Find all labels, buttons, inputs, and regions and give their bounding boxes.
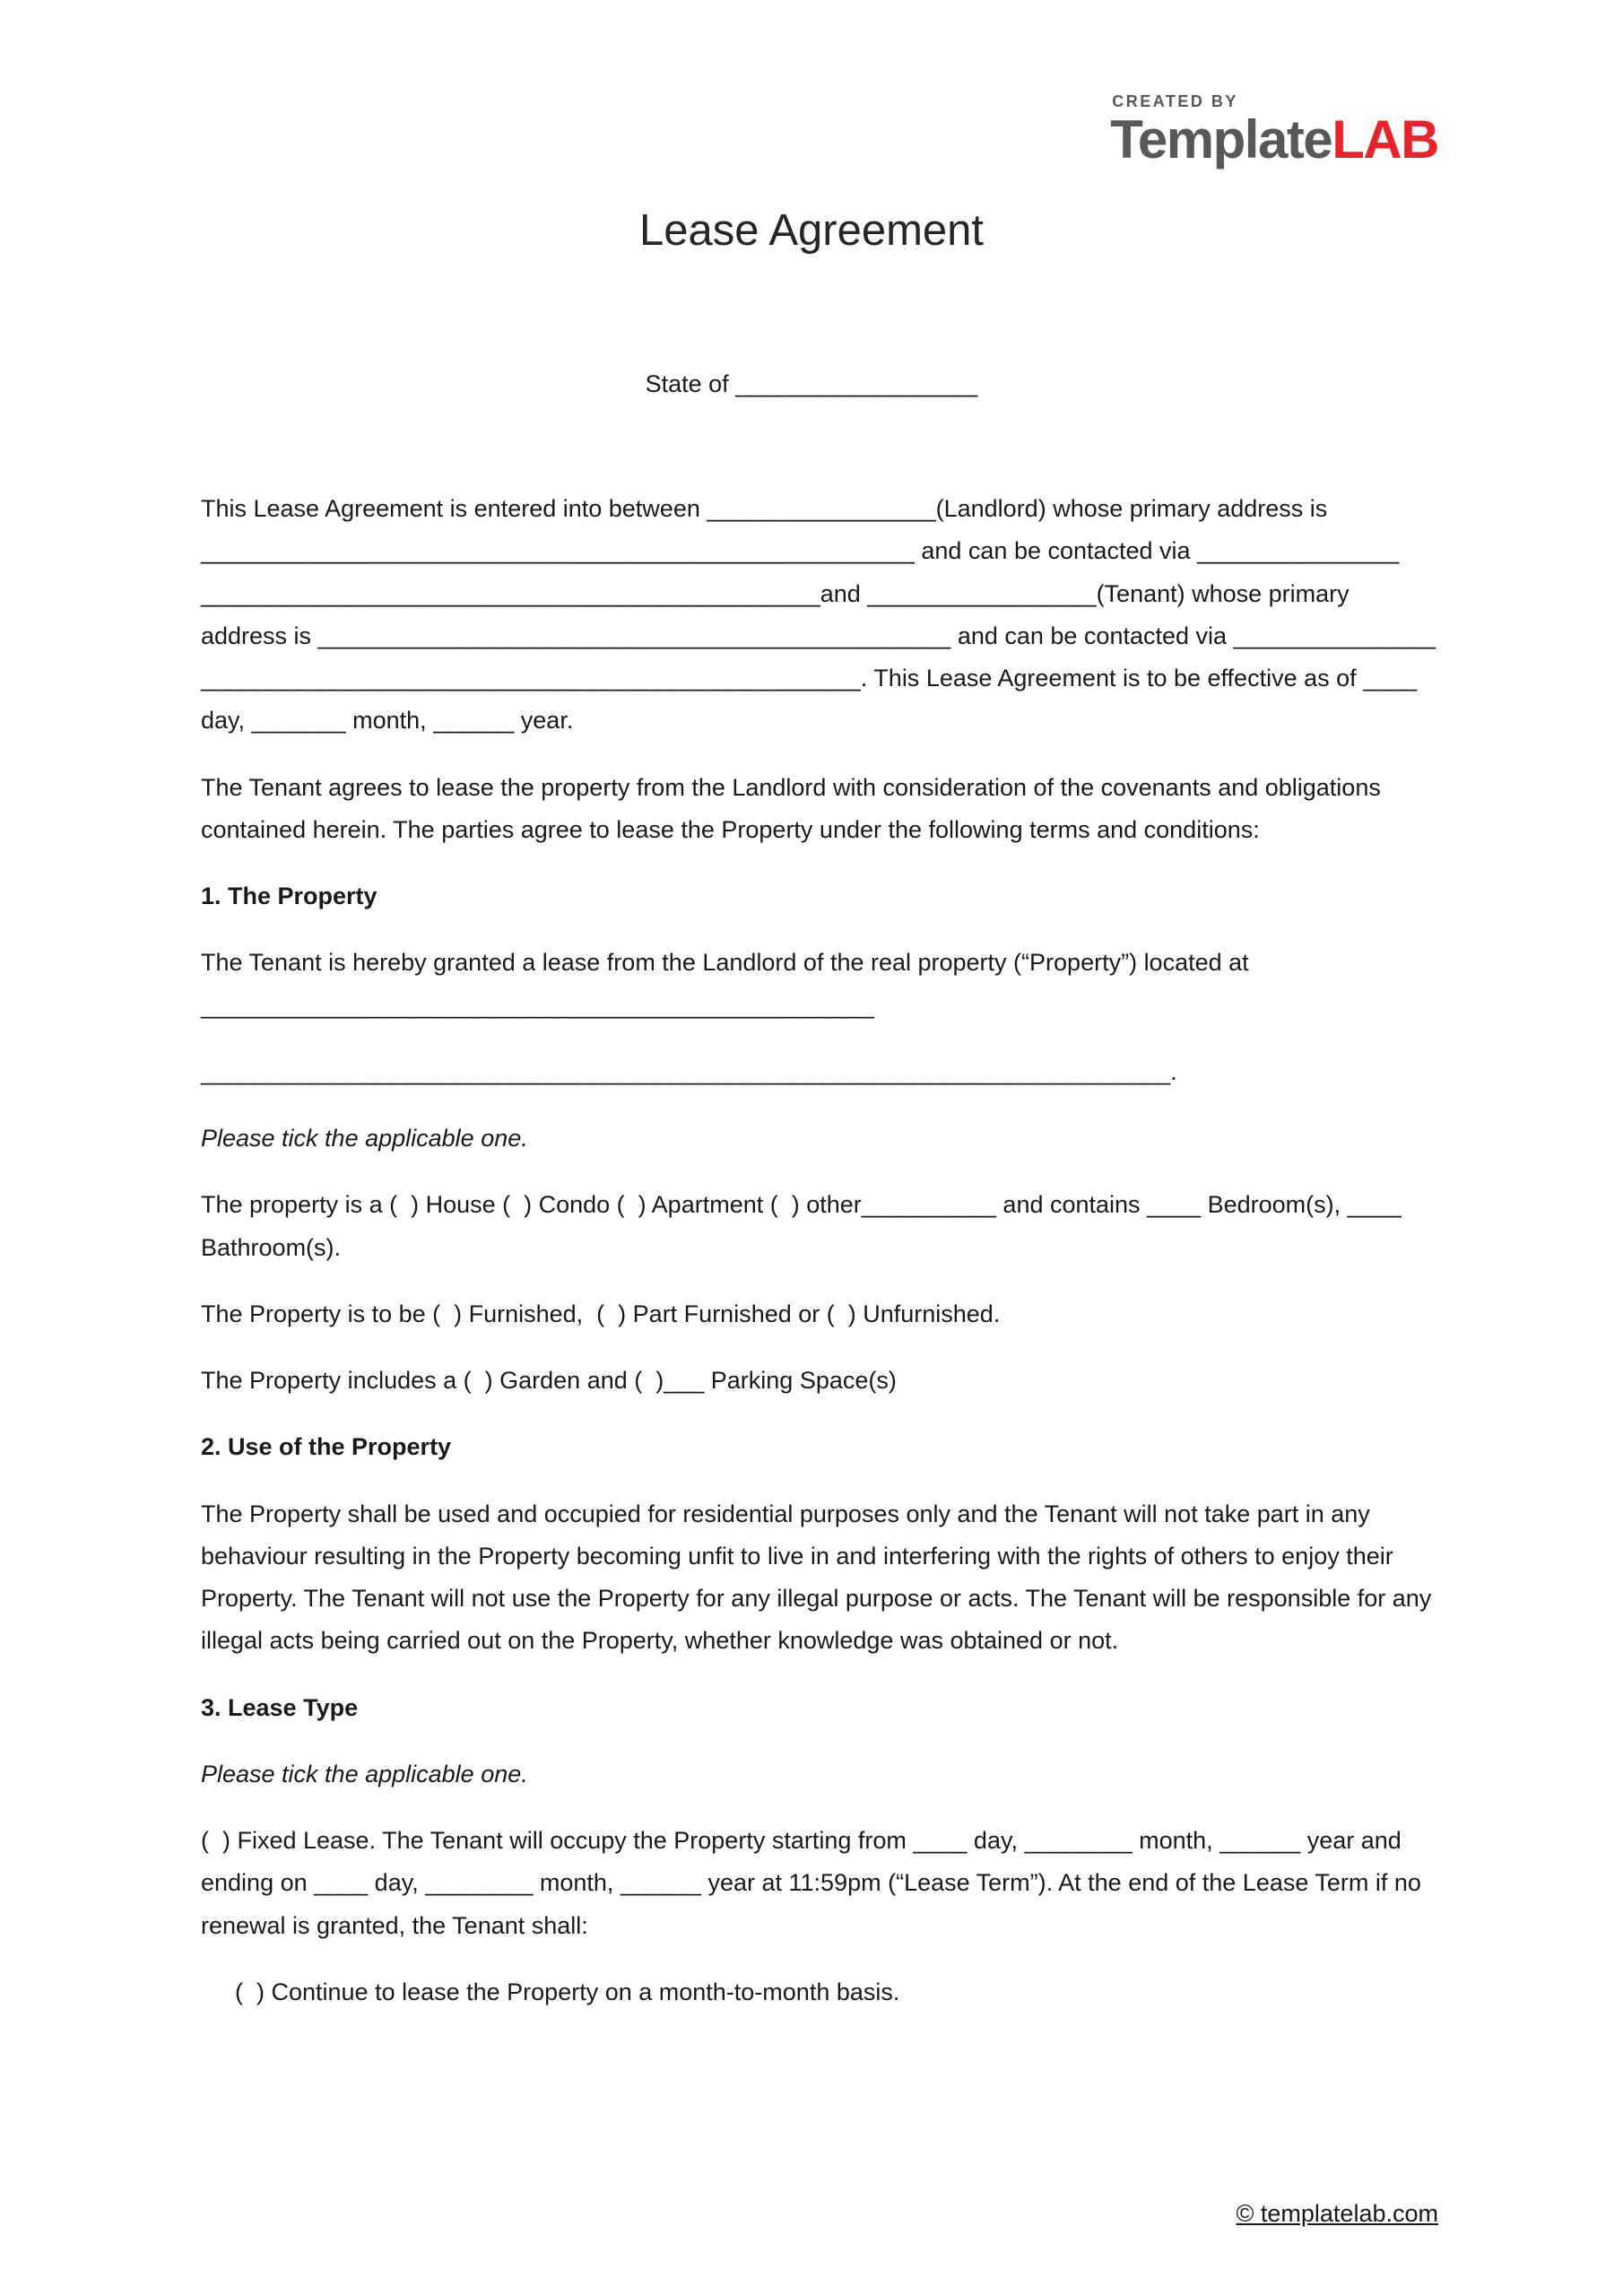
tick-applicable-note-2: Please tick the applicable one. — [201, 1760, 528, 1787]
document-body — [0, 488, 1623, 2013]
property-includes-line: The Property includes a ( ) Garden and ( )___ Parking Space(s) — [201, 1367, 897, 1395]
section-1-heading: 1. The Property — [201, 883, 378, 910]
fixed-lease-paragraph: ( ) Fixed Lease. The Tenant will occupy the Property starting from ____ day, ________ month, ______ year and ending on ____ day, ________ month, ______ year at 11:59pm (“Lease Term”). At the end of the Lease Term if no renewal is granted, the Tenant shall: — [201, 1827, 1428, 1939]
logo-created-by-label: CREATED BY — [1112, 92, 1238, 110]
tick-applicable-note-1: Please tick the applicable one. — [201, 1125, 528, 1152]
page-title: Lease Agreement — [638, 206, 985, 255]
section-2-heading: 2. Use of the Property — [201, 1433, 452, 1461]
section-2-paragraph: The Property shall be used and occupied for residential purposes only and the Tenant will not take part in any behaviour resulting in the Property becoming unfit to live in and interfering with the rights of others to enjoy their Property. The Tenant will not use the Property for any illegal purpose or acts. The Tenant will be responsible for any illegal acts being carried out on the Property, whether knowledge was obtained or not. — [201, 1500, 1438, 1655]
paragraph-intro: This Lease Agreement is entered into between _________________(Landlord) whose primary address is _____________________________________________________ and can be contacted via _______________ ______________________________________________and _________________(Tenant) whose primary address is _______________________________________________ and can be contacted via _______________ _________________________________________________. This Lease Agreement is to be effective as of ____ day, _______ month, ______ year. — [201, 495, 1443, 735]
property-type-checkboxes-line: The property is a ( ) House ( ) Condo ( ) Apartment ( ) other__________ and contains ____ Bedroom(s), ____ Bathroom(s). — [201, 1191, 1409, 1261]
paragraph-tenant-agrees: The Tenant agrees to lease the property from the Landlord with consideration of the covenants and obligations contained herein. The parties agree to lease the Property under the following terms and conditions: — [201, 773, 1388, 843]
section-3-heading: 3. Lease Type — [201, 1693, 359, 1721]
logo-wordmark — [1110, 109, 1438, 170]
state-of-line: State of __________________ — [645, 370, 978, 397]
templatelab-logo — [1110, 92, 1438, 170]
templatelab-footer-link[interactable]: © templatelab.com — [1236, 2200, 1438, 2227]
furnishing-checkboxes-line: The Property is to be ( ) Furnished, ( ) Part Furnished or ( ) Unfurnished. — [201, 1300, 1001, 1327]
logo-template-text: Template — [1110, 109, 1332, 170]
month-to-month-option-line: ( ) Continue to lease the Property on a month-to-month basis. — [235, 1978, 900, 2005]
logo-lab-text: LAB — [1332, 109, 1438, 170]
section-1-address-blank-line: ________________________________________________________________________. — [201, 1057, 1177, 1085]
footer — [1237, 2200, 1439, 2228]
section-1-paragraph-located-at: The Tenant is hereby granted a lease from the Landlord of the real property (“Property”) located at __________________________________________________ — [201, 949, 1256, 1019]
